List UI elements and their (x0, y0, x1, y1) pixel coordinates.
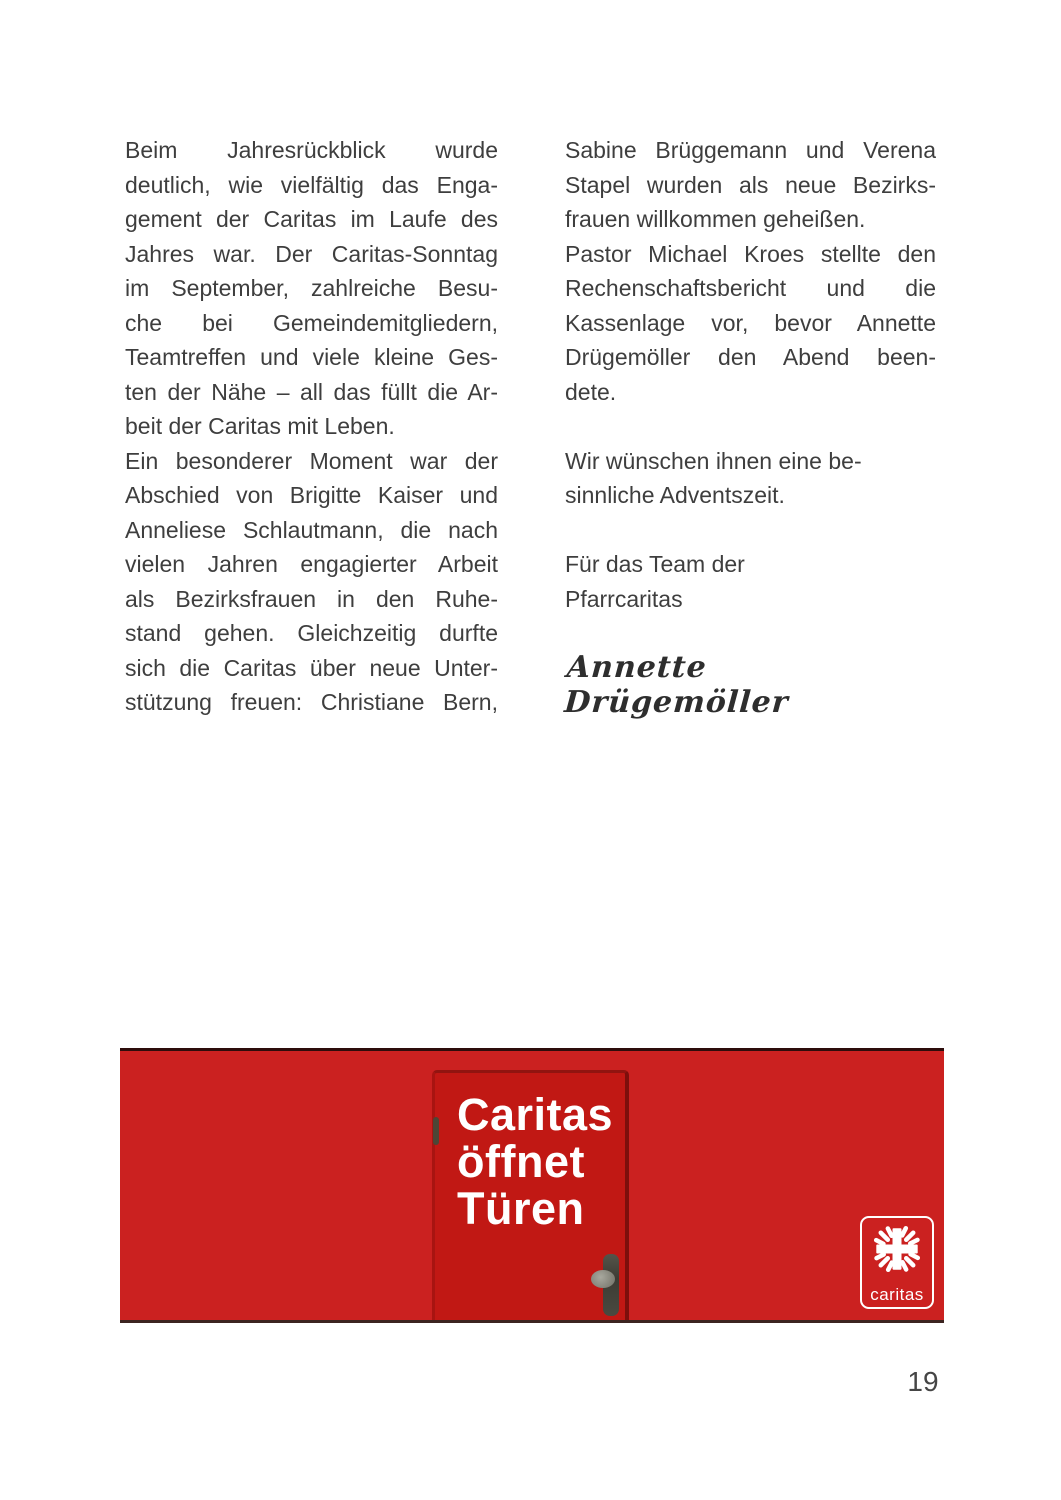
banner-slogan-line: Caritas (457, 1089, 614, 1140)
door-hinge-icon (433, 1117, 439, 1145)
text-line: im September, zahlreiche Besu- (125, 275, 498, 301)
text-line: che bei Gemeindemitgliedern, (125, 309, 498, 336)
text-line: Beim Jahresrückblick wurde (125, 137, 498, 163)
text-line: sinnliche Adventszeit. (565, 482, 785, 508)
text-line: deutlich, wie vielfältig das Enga- (125, 171, 498, 198)
text-line: Rechenschaftsbericht und die (565, 275, 936, 301)
text-line: Sabine Brüggemann und Verena (565, 137, 936, 163)
door-handle-knob-icon (591, 1270, 615, 1288)
text-line: Anneliese Schlautmann, die nach (125, 516, 498, 543)
text-line: als Bezirksfrauen in den Ruhe- (125, 585, 498, 612)
page-number: 19 (907, 1366, 939, 1397)
caritas-flame-cross-icon (870, 1222, 924, 1276)
text-line: frauen willkommen geheißen. (565, 206, 866, 232)
text-line: dete. (565, 378, 617, 405)
text-line: vielen Jahren engagierter Arbeit (125, 551, 498, 577)
red-door (432, 1070, 629, 1323)
text-line: Wir wünschen ihnen eine be- (565, 447, 862, 474)
text-line: Jahres war. Der Caritas-Sonntag (125, 240, 498, 267)
paragraph-gap (565, 409, 936, 444)
text-line: sich die Caritas über neue Unter- (125, 654, 498, 681)
text-line: beit der Caritas mit Leben. (125, 413, 395, 439)
banner-slogan-line: Türen (457, 1183, 585, 1234)
text-line: Stapel wurden als neue Bezirks- (565, 171, 936, 198)
text-line: Teamtreffen und viele kleine Ges- (125, 344, 498, 370)
text-line: Pastor Michael Kroes stellte den (565, 240, 936, 267)
banner-slogan-line: öffnet (457, 1136, 585, 1187)
caritas-logo (860, 1216, 934, 1309)
text-column-left (125, 133, 498, 720)
text-line: gement der Caritas im Laufe des (125, 206, 498, 232)
caritas-banner-image (120, 1048, 944, 1323)
text-line: stützung freuen: Christiane Bern, (125, 689, 498, 715)
text-line: Kassenlage vor, bevor Annette (565, 309, 936, 336)
text-line: stand gehen. Gleichzeitig durfte (125, 620, 498, 646)
text-line: ten der Nähe – all das füllt die Ar- (125, 378, 498, 405)
handwritten-signature: Annette Drügemöller (563, 649, 790, 719)
text-line: Für das Team der (565, 551, 745, 577)
paragraph-gap (565, 616, 936, 651)
text-column-right (563, 133, 936, 719)
text-line: Abschied von Brigitte Kaiser und (125, 482, 498, 508)
text-line: Ein besonderer Moment war der (125, 447, 498, 474)
paragraph-gap (565, 513, 936, 548)
caritas-logo-wordmark: caritas (870, 1285, 924, 1304)
text-line: Pfarrcaritas (565, 585, 683, 612)
text-line: Drügemöller den Abend been- (565, 344, 936, 370)
banner-slogan (457, 1091, 613, 1232)
